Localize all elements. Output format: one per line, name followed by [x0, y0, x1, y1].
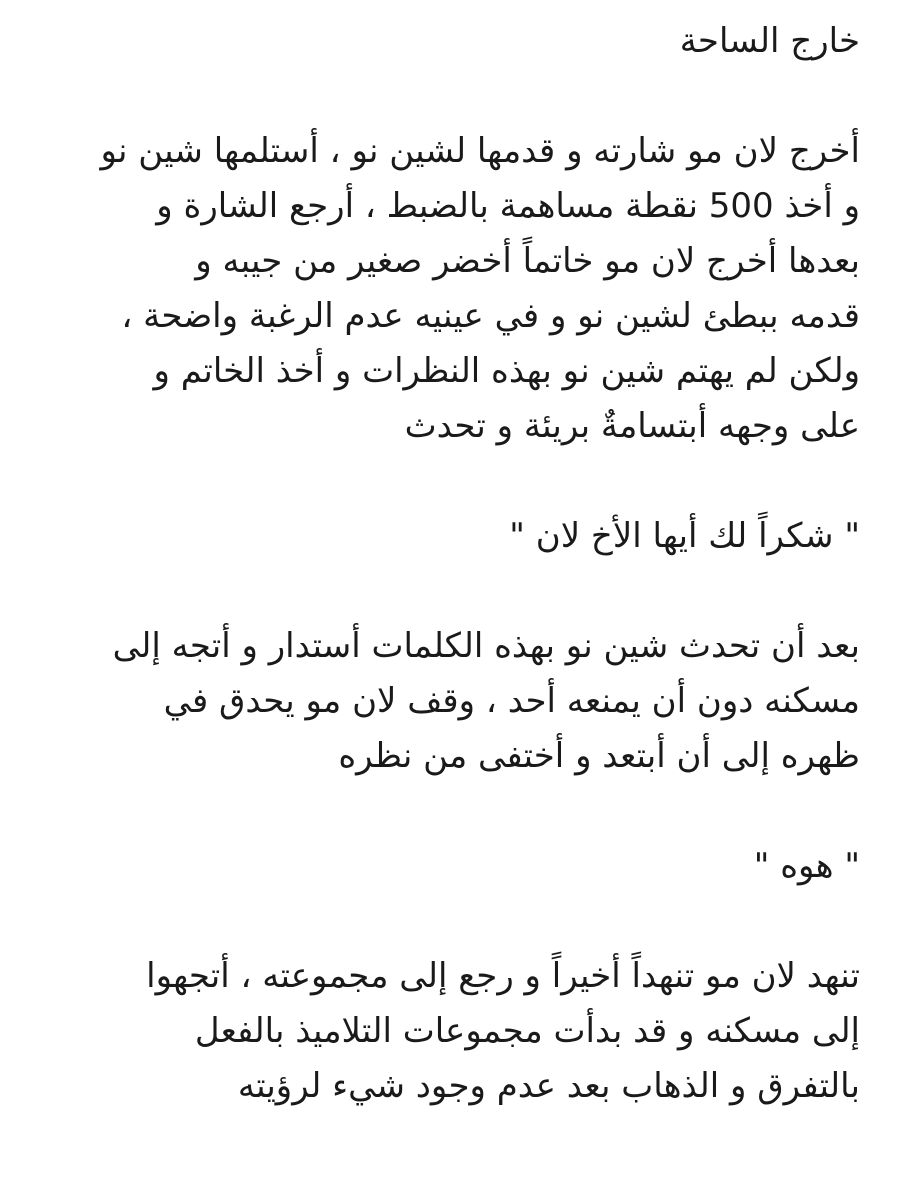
spacer: [40, 564, 860, 619]
text-line: ظهره إلى أن أبتعد و أختفى من نظره: [338, 736, 860, 776]
spacer: [40, 454, 860, 509]
dialogue-quote: " شكراً لك أيها الأخ لان ": [509, 516, 860, 556]
text-line: مسكنه دون أن يمنعه أحد ، وقف لان مو يحدق في: [163, 681, 860, 721]
chapter-title: خارج الساحة: [679, 21, 860, 61]
spacer: [40, 69, 860, 124]
text-line: بالتفرق و الذهاب بعد عدم وجود شيء لرؤيته: [237, 1066, 860, 1106]
text-line: ولكن لم يهتم شين نو بهذه النظرات و أخذ الخاتم و: [153, 351, 860, 391]
text-line: أخرج لان مو شارته و قدمها لشين نو ، أستلمها شين نو: [100, 131, 860, 171]
text-line: بعدها أخرج لان مو خاتماً أخضر صغير من جيبه و: [195, 241, 860, 281]
text-line: بعد أن تحدث شين نو بهذه الكلمات أستدار و أتجه إلى: [112, 626, 860, 666]
dialogue-quote: " هوه ": [753, 846, 860, 886]
paragraph-2: [40, 619, 860, 784]
text-line: إلى مسكنه و قد بدأت مجموعات التلاميذ بالفعل: [194, 1011, 860, 1051]
spacer: [40, 894, 860, 949]
text-line: تنهد لان مو تنهداً أخيراً و رجع إلى مجموعته ، أتجهوا: [146, 956, 860, 996]
spacer: [40, 784, 860, 839]
paragraph-3: [40, 949, 860, 1114]
text-line: و أخذ 500 نقطة مساهمة بالضبط ، أرجع الشارة و: [156, 186, 860, 226]
paragraph-1: [40, 124, 860, 454]
text-line: قدمه ببطئ لشين نو و في عينيه عدم الرغبة واضحة ،: [121, 296, 860, 336]
text-line: على وجهه أبتسامةٌ بريئة و تحدث: [404, 406, 860, 446]
